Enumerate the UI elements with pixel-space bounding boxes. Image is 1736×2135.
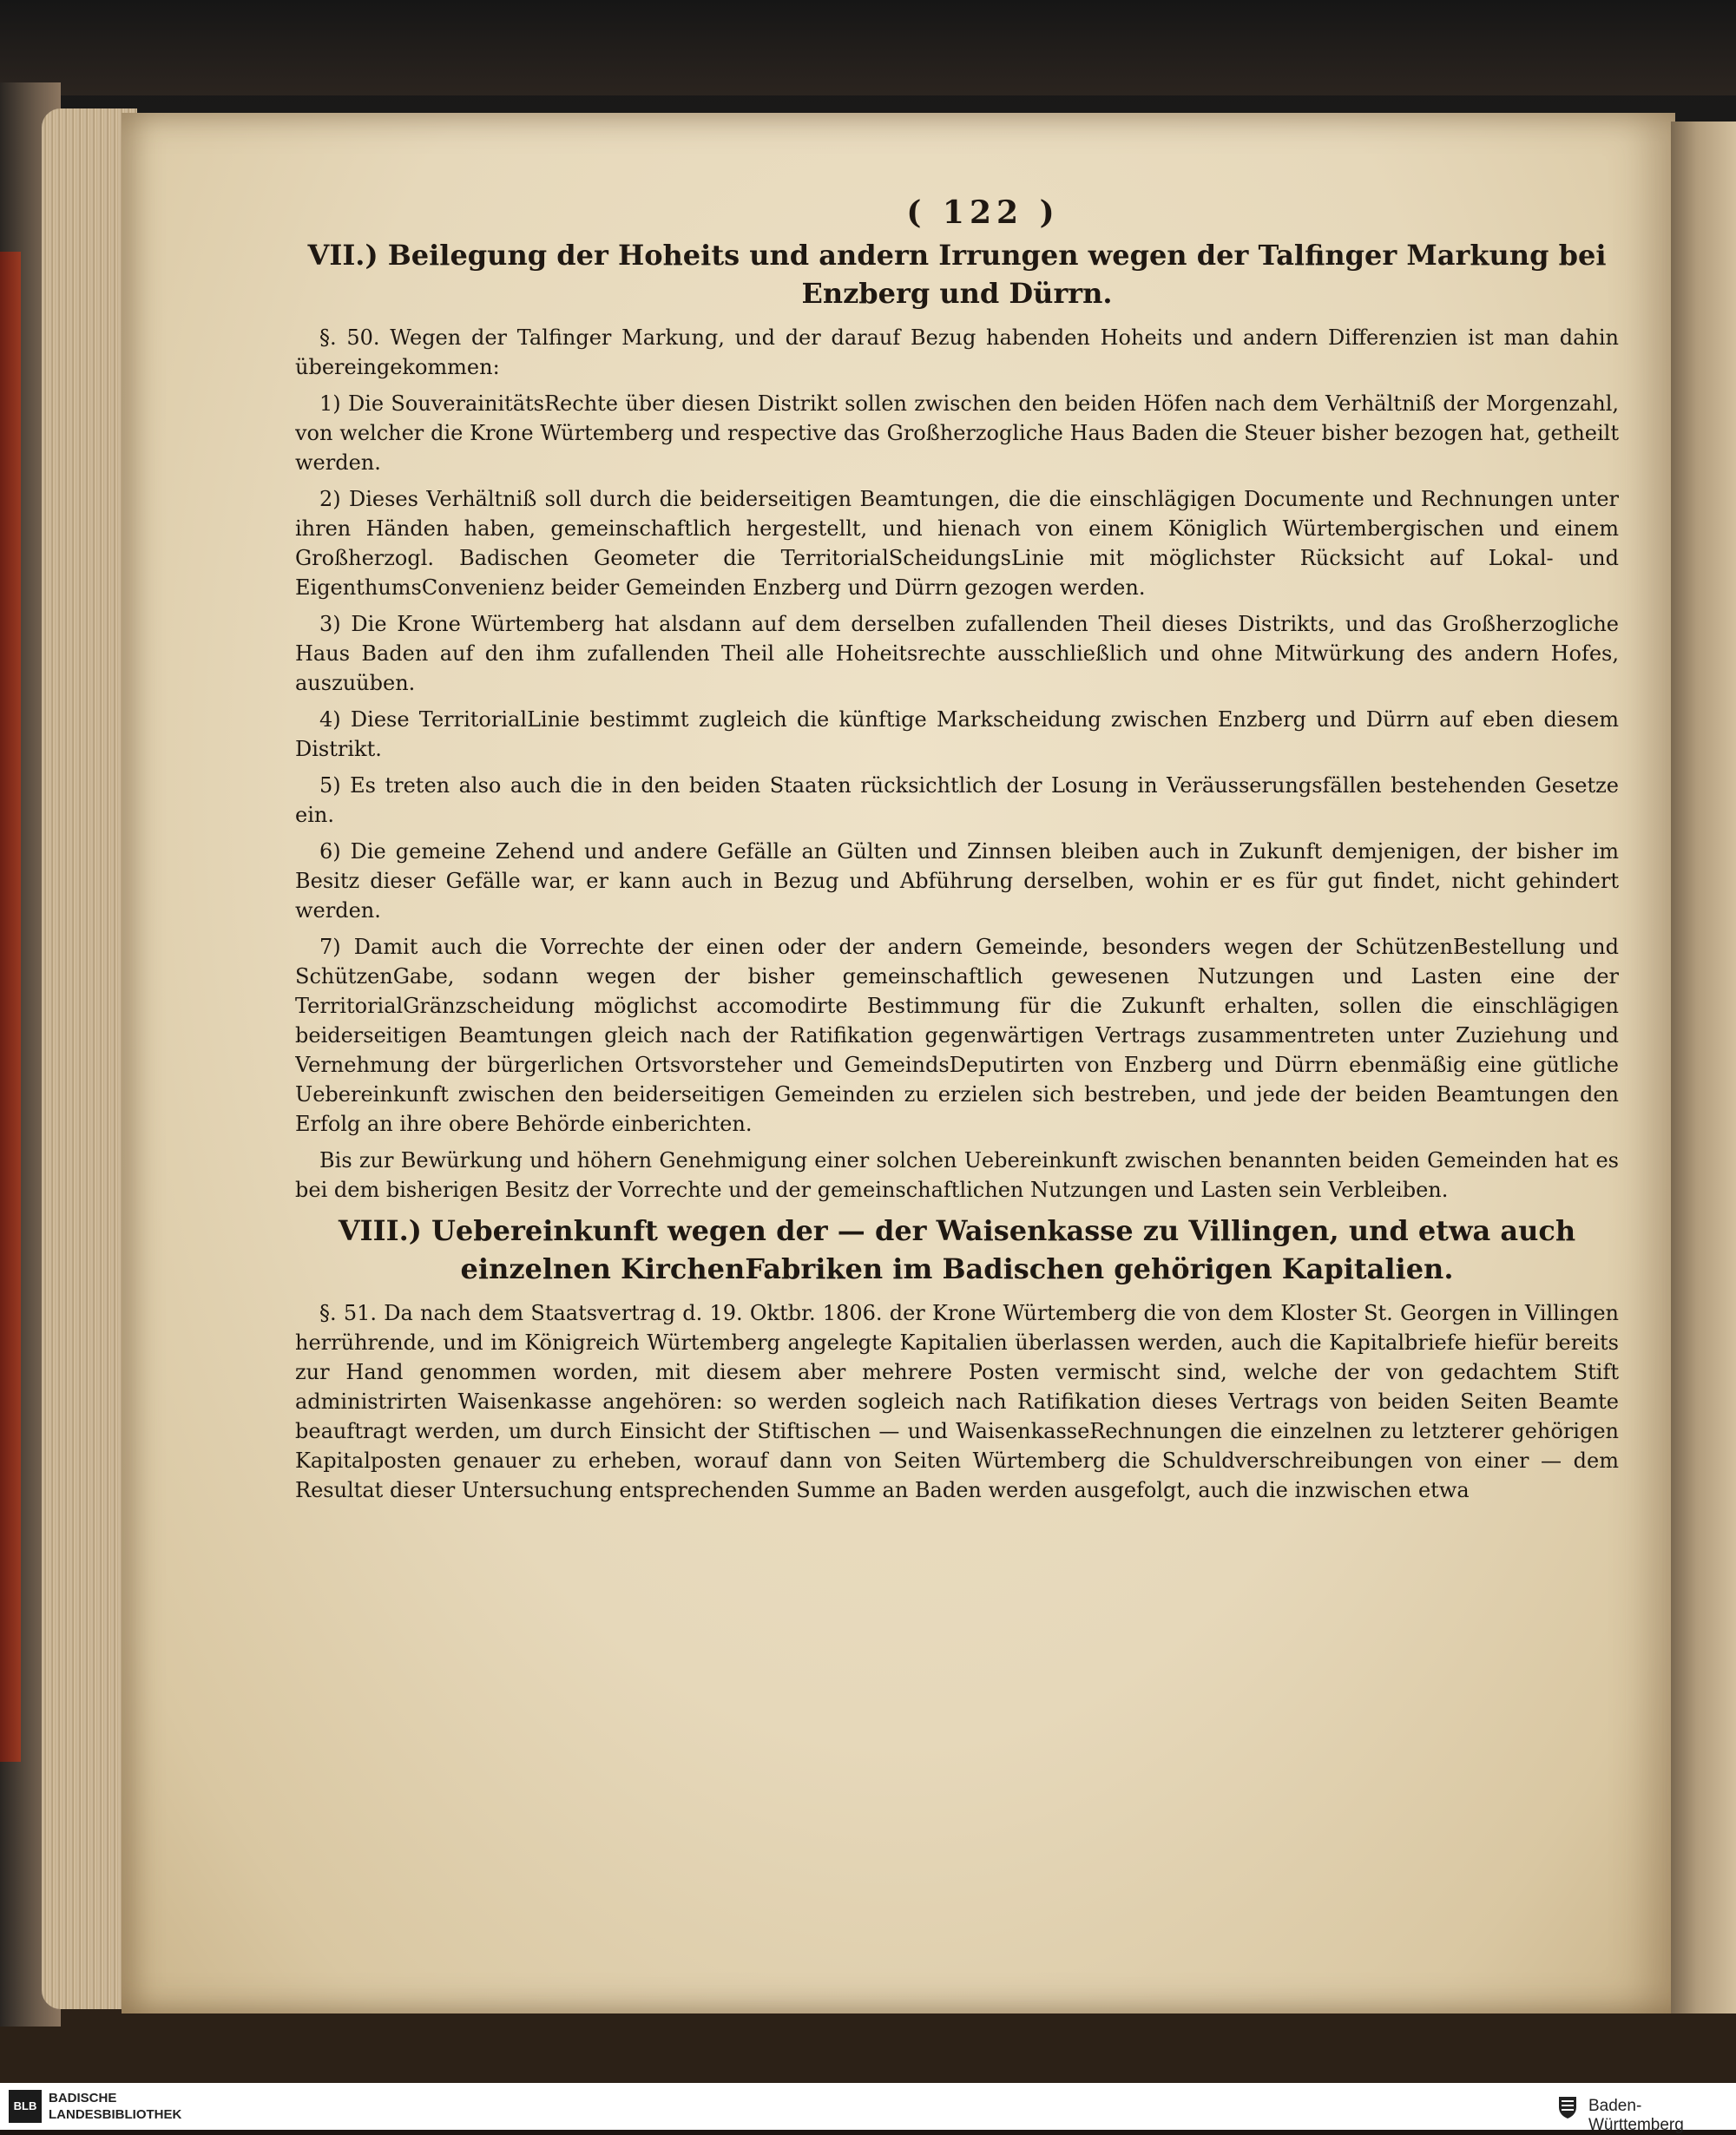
book-spine [0, 252, 21, 1762]
blb-name-line-1: BADISCHE [49, 2091, 117, 2105]
section-8-body: §. 51. Da nach dem Staatsvertrag d. 19. Oktbr. 1806. der Krone Würtemberg die von dem Kloster St. Georgen in Villingen herrührende, und im Königreich Würtemberg angelegte Kapitalien überlassen werden, auch die Kapitalbriefe hiefür bereits zur Hand genommen worden, mit diesem aber mehrere Posten vermischt sind, welche der von gedachtem Stift administrirten Waisenkasse angehören: so werden sogleich nach Ratifikation dieses Vertrags von beiden Seiten Beamte beauftragt werden, um durch Einsicht der Stiftischen — und WaisenkasseRechnungen die einzelnen zu letzterer gehörigen Kapitalposten genauer zu erheben, worauf dann von Seiten Würtemberg die Schuldverschreibungen von einer — dem Resultat dieser Untersuchung entsprechenden Summe an Baden werden ausgefolgt, auch die inzwischen etwa [295, 1301, 1619, 1502]
section-7-item-3: 3) Die Krone Würtemberg hat alsdann auf dem derselben zufallenden Theil dieses Distrikts, und das Großherzogliche Haus Baden auf den ihm zufallenden Theil alle Hoheitsrechte ausschließlich und ohne Mitwürkung des andern Hofes, auszuüben. [295, 612, 1619, 695]
book-cover-top [0, 0, 1736, 95]
section-7-item-5: 5) Es treten also auch die in den beiden Staaten rücksichtlich der Losung in Veräusserungsfällen bestehenden Gesetze ein. [295, 773, 1619, 827]
section-7-item-6: 6) Die gemeine Zehend und andere Gefälle an Gülten und Zinnsen bleiben auch in Zukunft demjenigen, der bisher im Besitz dieser Gefälle war, er kann auch in Bezug und Abführung derselben, wohin er es für gut findet, nicht gehindert werden. [295, 839, 1619, 923]
coat-of-arms-icon [1554, 2093, 1581, 2121]
baden-wuerttemberg-label[interactable]: Baden-Württemberg [1588, 2097, 1684, 2134]
viewer-footer [0, 2083, 1736, 2134]
blb-logo[interactable]: BLB [9, 2090, 42, 2123]
page-number: ( 122 ) [906, 198, 1060, 231]
section-7-intro: §. 50. Wegen der Talfinger Markung, und der darauf Bezug habenden Hoheits und andern Differenzien ist man dahin übereingekommen: [295, 325, 1619, 379]
section-7-item-1: 1) Die SouverainitätsRechte über diesen Distrikt sollen zwischen den beiden Höfen nach dem Verhältniß der Morgenzahl, von welcher die Krone Würtemberg und respective das Großherzogliche Haus Baden die Steuer bisher bezogen hat, getheilt werden. [295, 391, 1619, 475]
section-8-heading: VIII.) Uebereinkunft wegen der — der Waisenkasse zu Villingen, und etwa auch einzelnen KirchenFabriken im Badischen gehörigen Kapitalien. [338, 1214, 1576, 1285]
page-text [295, 198, 1619, 1743]
blb-name[interactable] [49, 2090, 181, 2123]
section-7-item-4: 4) Diese TerritorialLinie bestimmt zugleich die künftige Markscheidung zwischen Enzberg und Dürrn auf eben diesem Distrikt. [295, 707, 1619, 761]
section-7-heading: VII.) Beilegung der Hoheits und andern Irrungen wegen der Talfinger Markung bei Enzberg und Dürrn. [307, 239, 1607, 310]
section-7-item-7: 7) Damit auch die Vorrechte der einen oder der andern Gemeinde, besonders wegen der SchützenBestellung und SchützenGabe, sodann wegen der bisher gemeinschaftlich gewesenen Nutzungen und Lasten eine der TerritorialGränzscheidung möglichst accomodirte Bestimmung für die Zukunft erhalten, sollen die einschlägigen beiderseitigen Beamtungen gleich nach der Ratifikation gegenwärtigen Vertrags zusammentreten unter Zuziehung und Vernehmung der bürgerlichen Ortsvorsteher und GemeindsDeputirten von Enzberg und Dürrn ebenmäßig eine gütliche Uebereinkunft zwischen den beiderseitigen Gemeinden zu erzielen sich bestreben, und jede der beiden Beamtungen den Erfolg an ihre obere Behörde einberichten. [295, 935, 1619, 1136]
section-7-closing: Bis zur Bewürkung und höhern Genehmigung einer solchen Uebereinkunft zwischen benannten beiden Gemeinden hat es bei dem bisherigen Besitz der Vorrechte und der gemeinschaftlichen Nutzungen und Lasten sein Verbleiben. [295, 1148, 1619, 1202]
facing-page-gutter [1671, 122, 1736, 2013]
section-7-item-2: 2) Dieses Verhältniß soll durch die beiderseitigen Beamtungen, die die einschlägigen Documente und Rechnungen unter ihren Händen haben, gemeinschaftlich hergestellt, und hienach von einem Königlich Würtembergischen und einem Großherzogl. Badischen Geometer die TerritorialScheidungsLinie mit möglichster Rücksicht auf Lokal- und EigenthumsConvenienz beider Gemeinden Enzberg und Dürrn gezogen werden. [295, 487, 1619, 600]
blb-name-line-2: LANDESBIBLIOTHEK [49, 2107, 182, 2122]
